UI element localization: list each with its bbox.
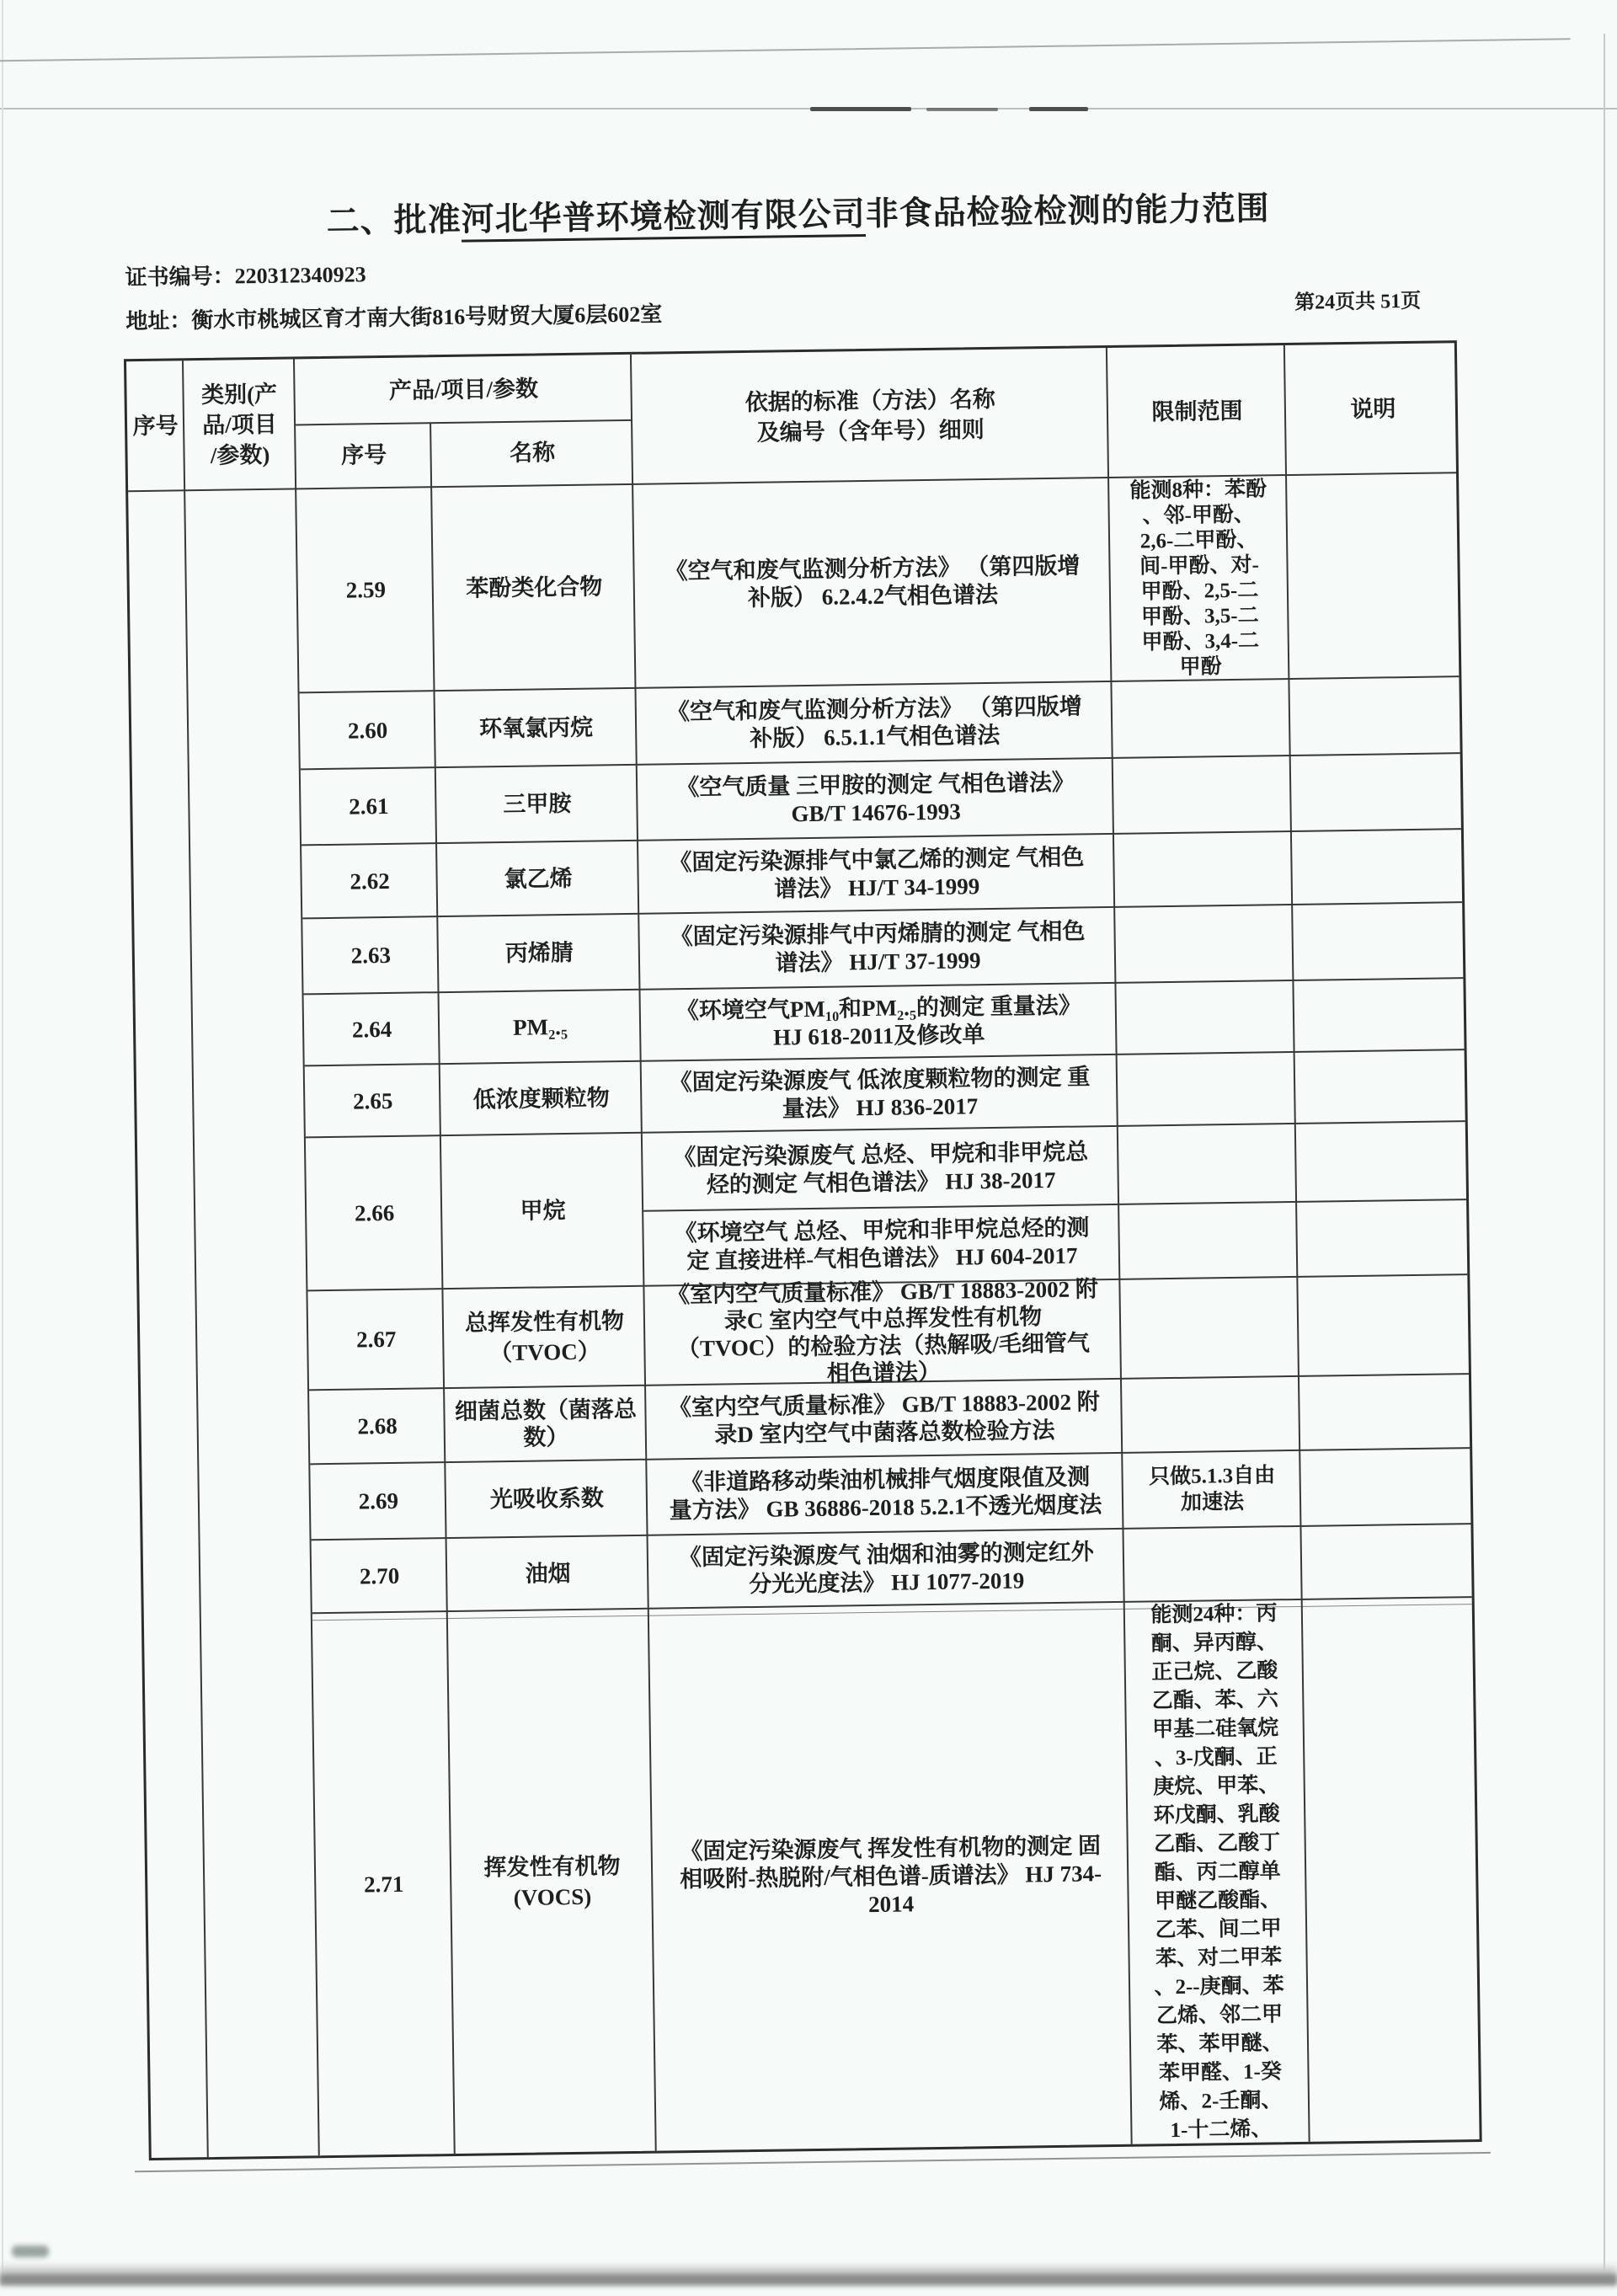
row-2.66-standard-a: 《固定污染源废气 总烃、甲烷和非甲烷总 烃的测定 气相色谱法》 HJ 38-2017 [673,1138,1089,1198]
header-no: 序号 [132,412,179,439]
row-2.62-no: 2.62 [350,868,390,894]
row-2.62-standard: 《固定污染源排气中氯乙烯的测定 气相色 谱法》 HJ/T 34-1999 [669,843,1085,902]
row-2.71-limit: 能测24种：丙 酮、异丙醇、 正己烷、乙酸 乙酯、苯、六 甲基二硅氧烷 、3-戊酮、正 庚烷、甲苯、 环戊酮、乳酸 乙酯、乙酸丁 酯、丙二醇单 甲醚乙酸酯、 乙苯、间二甲 苯、对二甲苯 、2--庚酮、苯 乙烯、邻二甲 苯、苯甲醚、 苯甲醛、1-癸 烯、2-壬酮、 1-十二烯、 [1150,1601,1284,2142]
certificate-number: 证书编号：220312340923 [125,262,366,291]
row-2.68-standard: 《室内空气质量标准》 GB/T 18883-2002 附 录D 室内空气中菌落总数检验方法 [668,1389,1100,1448]
title-prefix: 二、批准 [326,201,462,240]
row-2.61-standard: 《空气质量 三甲胺的测定 气相色谱法》 GB/T 14676-1993 [676,769,1075,827]
row-2.66-no: 2.66 [354,1199,395,1226]
row-2.59-no: 2.59 [345,576,387,603]
row-2.71-no: 2.71 [363,1871,404,1897]
row-2.71-standard: 《固定污染源废气 挥发性有机物的测定 固 相吸附-热脱附/气相色谱-质谱法》 HJ 734- 2014 [680,1833,1102,1918]
header-note: 说明 [1350,395,1396,422]
scanner-band [0,2274,1617,2285]
row-2.64-no: 2.64 [351,1016,392,1043]
row-2.68-name: 细菌总数（菌落总 数） [454,1396,638,1450]
address-line: 地址：衡水市桃城区育才南大街816号财贸大厦6层602室 [125,302,663,334]
row-2.65-name: 低浓度颗粒物 [472,1084,610,1113]
capability-table [124,340,1482,2160]
row-2.59-name: 苯酚类化合物 [466,574,603,601]
header-sub-no: 序号 [340,441,387,468]
row-2.64-standard: 《环境空气PM₁₀和PM₂.₅的测定 重量法》 HJ 618-2011及修改单 [675,991,1081,1050]
header-standard: 依据的标准（方法）名称 及编号（含年号）细则 [744,386,995,446]
row-2.67-no: 2.67 [355,1326,397,1353]
row-2.60-standard: 《空气和废气监测分析方法》 （第四版增 补版） 6.5.1.1气相色谱法 [666,692,1082,751]
row-2.70-no: 2.70 [359,1562,400,1589]
row-2.70-name: 油烟 [525,1560,571,1587]
title-company-underlined: 河北华普环境检测有限公司 [461,196,866,243]
row-2.71-name: 挥发性有机物 (VOCS) [483,1852,621,1910]
row-2.65-standard: 《固定污染源废气 低浓度颗粒物的测定 重 量法》 HJ 836-2017 [669,1063,1091,1121]
row-2.70-standard: 《固定污染源废气 油烟和油雾的测定红外 分光光度法》 HJ 1077-2019 [678,1538,1094,1597]
row-2.63-no: 2.63 [350,942,392,969]
row-2.69-standard: 《非道路移动柴油机械排气烟度限值及测 量方法》 GB 36886-2018 5.2.1不透光烟度法 [669,1464,1102,1524]
scan-artifact-scratch [0,38,1571,61]
row-2.61-no: 2.61 [349,793,389,820]
row-2.67-name: 总挥发性有机物 （TVOC） [464,1308,625,1366]
row-2.60-name: 环氧氯丙烷 [478,714,594,741]
row-2.61-name: 三甲胺 [503,790,572,818]
row-2.69-name: 光吸收系数 [489,1485,605,1513]
row-2.65-no: 2.65 [352,1087,393,1114]
row-2.64-name: PM₂.₅ [512,1013,568,1040]
row-2.66-name: 甲烷 [520,1198,566,1224]
row-2.60-no: 2.60 [347,717,388,744]
row-2.69-limit: 只做5.1.3自由 加速法 [1148,1464,1276,1514]
row-2.68-no: 2.68 [357,1412,398,1439]
title-suffix: 非食品检验检测的能力范围 [865,190,1270,232]
row-2.59-standard: 《空气和废气监测分析方法》 （第四版增 补版） 6.2.4.2气相色谱法 [664,553,1081,611]
header-category: 类别(产 品/项目 /参数) [200,381,278,468]
page-number: 第24页共 51页 [1294,290,1422,314]
header-sub-name: 名称 [509,440,556,466]
page-title [0,178,1607,248]
scan-smudge [12,2245,49,2257]
header-limit: 限制范围 [1151,398,1243,424]
table-vline [182,360,209,2157]
row-2.59-limit: 能测8种：苯酚 、邻-甲酚、 2,6-二甲酚、 间-甲酚、对- 甲酚、2,5-二 甲酚、3,5-二 甲酚、3,4-二 甲酚 [1129,478,1267,679]
row-2.66-standard-b: 《环境空气 总烃、甲烷和非甲烷总烃的测 定 直接进样-气相色谱法》 HJ 604-2017 [674,1214,1090,1273]
row-2.63-name: 丙烯腈 [504,939,574,967]
header-product-group: 产品/项目/参数 [388,375,539,403]
row-2.63-standard: 《固定污染源排气中丙烯腈的测定 气相色 谱法》 HJ/T 37-1999 [670,918,1086,976]
row-2.67-standard: 《室内空气质量标准》 GB/T 18883-2002 附 录C 室内空气中总挥发性有机物 （TVOC）的检验方法（热解吸/毛细管气 相色谱法） [666,1276,1099,1386]
row-2.62-name: 氯乙烯 [504,865,573,892]
row-2.69-no: 2.69 [358,1487,399,1514]
